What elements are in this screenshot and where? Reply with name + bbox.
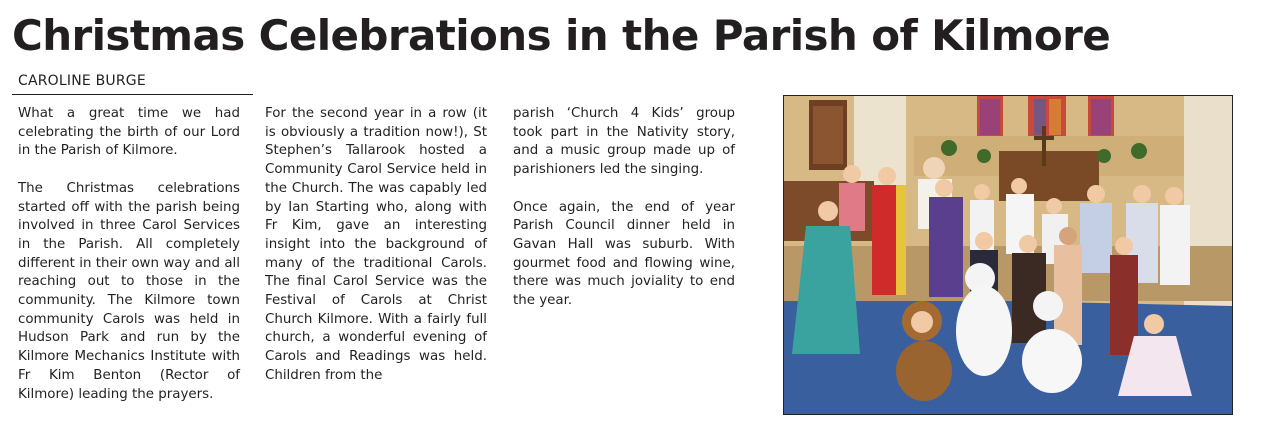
article-column-2 [265, 105, 487, 386]
byline: CAROLINE BURGE [18, 73, 146, 89]
paragraph: What a great time we had celebrating the birth of our Lord in the Parish of Kilmore. [18, 106, 240, 159]
paragraph: parish ‘Church 4 Kids’ group took part in the Nativity story, and a music group made up of parishioners led the singing. [513, 106, 735, 178]
paragraph: The Christmas celebrations started off with the parish being involved in three Carol Services in the Parish. All completely different in their own way and all reaching out to those in the community. The Kilmore town community Carols was held in Hudson Park and run by the Kilmore Mechanics Institute with Fr Kim Benton (Rector of Kilmore) leading the prayers. [18, 180, 240, 402]
altar-rail [999, 151, 1099, 201]
nativity-photo-illustration [784, 96, 1232, 414]
byline-rule [12, 94, 253, 95]
paragraph: For the second year in a row (it is obviously a tradition now!), St Stephen’s Tallarook hosted a Community Carol Service held in the Church. The was capably led by Ian Starting who, along with Fr Kim, gave an interesting insight into the background of many of the traditional Carols. The final Carol Service was the Festival of Carols at Christ Church Kilmore. With a fairly full church, a wonderful evening of Carols and Readings was held. Children from the [265, 106, 487, 383]
headline: Christmas Celebrations in the Parish of Kilmore [12, 11, 1111, 60]
nativity-photo [783, 95, 1233, 415]
cross [1042, 126, 1046, 166]
article-column-1 [18, 105, 240, 404]
paragraph: Once again, the end of year Parish Council dinner held in Gavan Hall was suburb. With gourmet food and flowing wine, there was much joviality to end the year. [513, 199, 735, 309]
article-column-3 [513, 105, 735, 311]
